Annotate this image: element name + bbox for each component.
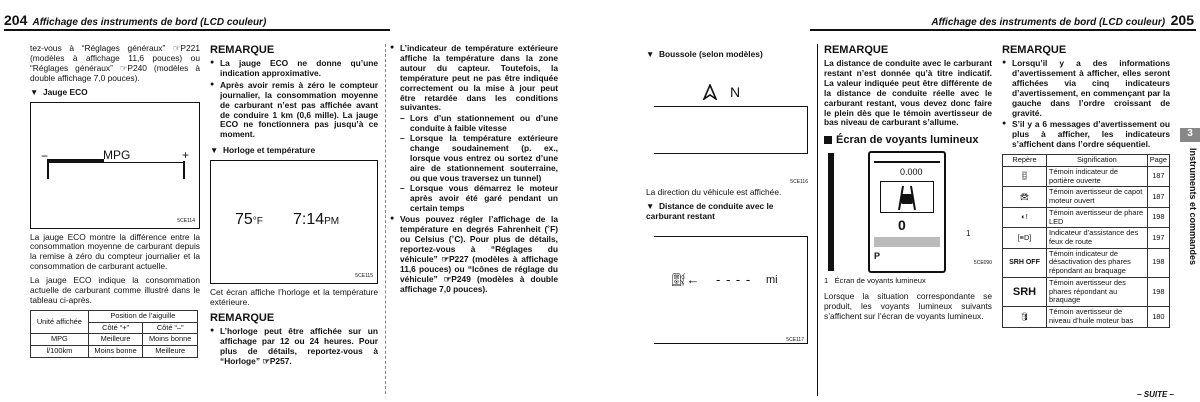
chapter-tab: 3 xyxy=(1180,128,1200,142)
odometer: 0.000 xyxy=(900,167,923,178)
suite-label: – SUITE – xyxy=(1137,389,1174,399)
door-open-icon: 🚪︎ xyxy=(1019,171,1030,181)
remark-list xyxy=(390,44,558,295)
list-item: ● Lorsqu’il y a des informations d’avertissement à afficher, elles seront affichées via cinq indicateurs d’avertissement, en commençant par la gauche dans l’ordre croissant de gravité. xyxy=(1002,59,1170,118)
fuel-pump-icon: ⛽︎← xyxy=(670,271,700,287)
table-header: Côté “+” xyxy=(88,322,143,334)
image-code: 5CE115 xyxy=(355,273,373,280)
right-page-title: Affichage des instruments de bord (LCD couleur) xyxy=(931,17,1166,28)
right-page-number: 205 xyxy=(1170,12,1194,28)
column-divider xyxy=(817,44,818,396)
chapter-label: Instruments et commandes xyxy=(1188,148,1198,266)
remark-title: REMARQUE xyxy=(210,311,275,324)
high-beam-assist-icon: [≡D] xyxy=(1017,232,1032,242)
column-2 xyxy=(210,44,378,369)
image-code: 5CE090 xyxy=(973,260,992,267)
compass-letter: N xyxy=(730,83,741,100)
eco-gauge-image xyxy=(30,102,200,229)
table-header: Signification xyxy=(1047,155,1148,167)
table-header: Côté “–” xyxy=(143,322,198,334)
oil-level-icon: 🛢︎ xyxy=(1019,311,1030,321)
distance-unit: mi xyxy=(766,273,778,286)
left-header xyxy=(4,12,266,29)
compass-arrow-icon xyxy=(702,84,718,100)
left-page-number: 204 xyxy=(4,12,28,28)
left-page-title: Affichage des instruments de bord (LCD couleur) xyxy=(32,17,267,28)
callout-number: 1 xyxy=(966,229,971,239)
section-title-compass: ▼ Boussole (selon modèles) xyxy=(646,49,763,59)
clock-image xyxy=(210,160,378,284)
compass-para: La direction du véhicule est affichée. xyxy=(646,186,782,197)
dash-list xyxy=(400,114,558,213)
hood-open-icon: 🚘︎ xyxy=(1019,191,1030,201)
remark-title: REMARQUE xyxy=(210,44,275,56)
list-item: ● L’horloge peut être affichée sur un affichage par 12 ou 24 heures. Pour plus de détails, reportez-vous à “Horloge” ☞P257. xyxy=(210,327,378,367)
list-item: ● L’indicateur de température extérieure affiche la température dans la zone autour du capteur. Toutefois, la température peut ne pas être indiquée correctement ou la mise à jour peut être retardée dans les conditions suivantes. – Lors d’un stationnement ou d’une conduite à faible vitesse – Lorsque la température extérieure change soudainement (p. ex., lorsque vous entrez ou sortez d’une aire de stationnement souterraine, ou que vous traversez un tunnel) – Lorsque vous démarrez le moteur après avoir été garé pendant un certain temps xyxy=(390,44,558,213)
left-header-rule xyxy=(4,29,390,31)
table-header: Position de l’aiguille xyxy=(88,310,197,322)
right-header-rule xyxy=(810,29,1196,31)
section-title-lights: Écran de voyants lumineux xyxy=(824,134,992,147)
table-header: Unité affichée xyxy=(31,310,89,333)
list-item: – Lorsque vous démarrez le moteur après avoir été garé pendant un certain temps xyxy=(400,184,558,214)
list-item: ● La jauge ECO ne donne qu’une indication approximative. xyxy=(210,59,378,79)
list-item: ● S’il y a 6 messages d’avertissement ou plus à afficher, les indicateurs s’affichent dans l’ordre séquentiel. xyxy=(1002,120,1170,150)
eco-para-2: La jauge ECO indique la consommation actuelle de carburant comme illustré dans le tableau ci-après. xyxy=(30,275,200,305)
minus-symbol: − xyxy=(41,148,49,163)
screen-frame xyxy=(868,151,946,273)
column-1 xyxy=(30,44,200,358)
table-row: [≡D] Indicateur d’assistance des feux de route 197 xyxy=(1003,228,1170,248)
section-title-clock: ▼ Horloge et température xyxy=(210,145,316,156)
remark-list xyxy=(210,327,378,367)
intro-text: tez-vous à “Réglages généraux” ☞P221 (modèles à affichage 11,6 pouces) ou “Réglages généraux” ☞P240 (modèles à double affichage 7,0 pouces). xyxy=(30,43,200,83)
image-code: 5CE116 xyxy=(790,179,808,186)
table-row: l/100km Moins bonne Meilleure xyxy=(31,346,198,358)
list-item: – Lorsque la température extérieure change soudainement (p. ex., lorsque vous entrez ou sortez d’une aire de stationnement souterraine, ou que vous traversez un tunnel) xyxy=(400,134,558,184)
table-row: SRH Témoin avertisseur des phares répondant au braquage 198 xyxy=(1003,277,1170,306)
list-item: ● Après avoir remis à zéro le compteur journalier, la consommation moyenne de carburant n’est pas affichée avant de conduire 1 km (0,6 mille). La jauge ECO ne fonctionnera pas jusqu’à ce moment. xyxy=(210,81,378,140)
speed-readout: 0 xyxy=(898,217,906,234)
table-row: 🚪︎ Témoin indicateur de portière ouverte 187 xyxy=(1003,166,1170,186)
remark-title: REMARQUE xyxy=(824,44,889,56)
list-item: – Lors d’un stationnement ou d’une conduite à faible vitesse xyxy=(400,114,558,134)
table-header: Page xyxy=(1147,155,1169,167)
table-row: ◐! Témoin avertisseur de phare LED 198 xyxy=(1003,207,1170,227)
table-row: SRH OFF Témoin indicateur de désactivation des phares répondant au braquage 198 xyxy=(1003,248,1170,277)
remark-list xyxy=(210,59,378,140)
table-row: MPG Meilleure Moins bonne xyxy=(31,334,198,346)
mpg-label: MPG xyxy=(103,147,131,162)
right-header xyxy=(931,12,1194,29)
lights-para: Lorsque la situation correspondante se produit, les voyants lumineux suivants s’affichent sur l’écran de voyants lumineux. xyxy=(824,291,992,322)
eco-table xyxy=(30,310,198,358)
table-header: Repère xyxy=(1003,155,1047,167)
distance-dashes: - - - - xyxy=(716,271,752,287)
indicator-table xyxy=(1002,154,1170,327)
compass-image xyxy=(646,64,808,188)
gear-indicator: P xyxy=(874,251,881,262)
warning-screen-image xyxy=(824,151,992,273)
clock-para: Cet écran affiche l’horloge et la température extérieure. xyxy=(210,287,378,308)
column-6 xyxy=(1002,44,1170,328)
caption: 1 Écran de voyants lumineux xyxy=(824,276,926,286)
column-3 xyxy=(390,44,558,297)
temperature-readout: 75°F xyxy=(235,211,263,229)
remark-text: La distance de conduite avec le carburant restant n’est donnée qu’à titre indicatif. La valeur indiquée peut être différente de la distance de conduite réelle avec le carburant restant, vous devez donc faire le plein dès que le témoin avertisseur de bas niveau de carburant s’allume. xyxy=(824,57,992,128)
remark-title: REMARQUE xyxy=(1002,44,1067,56)
column-5 xyxy=(824,44,992,326)
column-divider xyxy=(385,44,386,394)
image-code: 5CE117 xyxy=(786,336,804,343)
column-4 xyxy=(646,44,812,354)
table-row: 🚘︎ Témoin avertisseur de capot moteur ouvert 187 xyxy=(1003,187,1170,207)
image-code: 5CE114 xyxy=(177,217,195,224)
srh-icon: SRH xyxy=(1012,285,1037,298)
led-headlight-icon: ◐! xyxy=(1021,212,1028,222)
time-readout: 7:14PM xyxy=(293,211,340,229)
list-item: ● Vous pouvez régler l’affichage de la température en degrés Fahrenheit (˚F) ou Celsius (˚C). Pour plus de détails, reportez-vous à “Réglages du véhicule” ☞P227 (modèles à affichage 11,6 pouces) ou “Icônes de réglage du véhicule” ☞P249 (modèles à double affichage 7,0 pouces). xyxy=(390,215,558,294)
section-title-eco: ▼ Jauge ECO xyxy=(30,86,88,97)
table-row: 🛢︎ Témoin avertisseur de niveau d’huile moteur bas 180 xyxy=(1003,307,1170,327)
section-title-distance: ▼ Distance de conduite avec le carburant restant xyxy=(646,200,774,221)
car-lane-icon xyxy=(880,181,934,213)
srh-off-icon: SRH OFF xyxy=(1009,258,1040,266)
remark-list xyxy=(1002,59,1170,150)
distance-image xyxy=(646,226,808,354)
eco-gauge-fill xyxy=(47,159,104,163)
plus-symbol: + xyxy=(182,147,190,162)
eco-para-1: La jauge ECO montre la différence entre la consommation moyenne de carburant depuis la remise à zéro du compteur journalier et la consommation de carburant actuelle. xyxy=(30,231,200,272)
